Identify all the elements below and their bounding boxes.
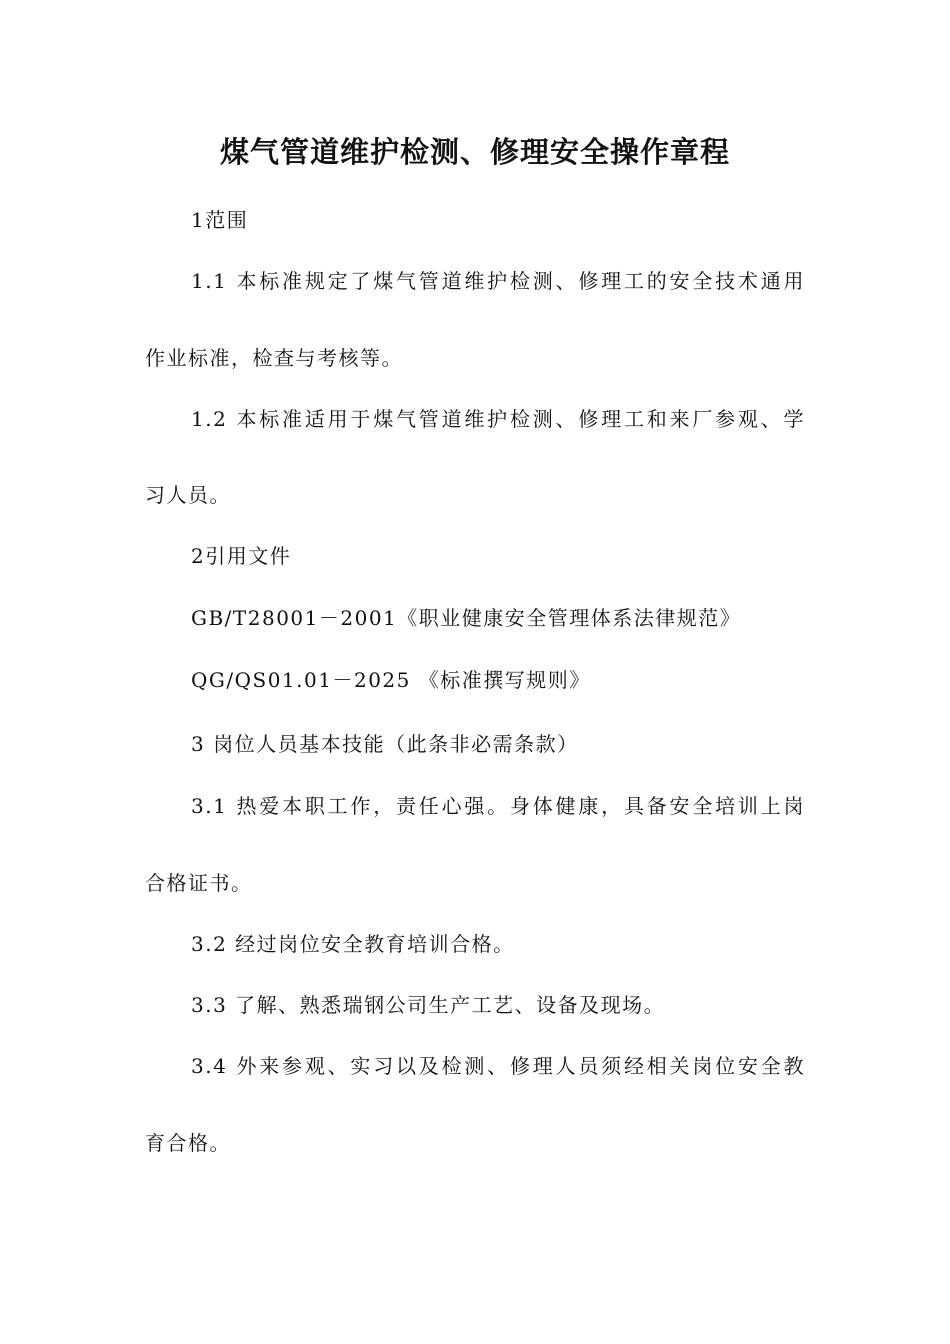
section-heading-skills: 3 岗位人员基本技能（此条非必需条款） — [191, 732, 579, 756]
reference-gb-t28001: GB/T28001－2001《职业健康安全管理体系法律规范》 — [191, 606, 742, 630]
paragraph-3-3: 3.3 了解、熟悉瑞钢公司生产工艺、设备及现场。 — [191, 993, 666, 1017]
reference-qg-qs01: QG/QS01.01－2025 《标准撰写规则》 — [191, 668, 591, 692]
paragraph-1-1-line-2: 作业标准，检查与考核等。 — [145, 346, 403, 370]
paragraph-3-2: 3.2 经过岗位安全教育培训合格。 — [191, 932, 515, 956]
section-heading-references: 2引用文件 — [191, 544, 292, 568]
document-title: 煤气管道维护检测、修理安全操作章程 — [219, 135, 730, 169]
section-heading-scope: 1范围 — [191, 208, 249, 232]
paragraph-3-1-line-2: 合格证书。 — [145, 871, 253, 895]
paragraph-1-2-line-2: 习人员。 — [145, 483, 231, 507]
paragraph-1-1-line-1: 1.1 本标准规定了煤气管道维护检测、修理工的安全技术通用 — [191, 269, 805, 293]
paragraph-1-2-line-1: 1.2 本标准适用于煤气管道维护检测、修理工和来厂参观、学 — [191, 407, 805, 431]
paragraph-3-1-line-1: 3.1 热爱本职工作，责任心强。身体健康，具备安全培训上岗 — [191, 794, 805, 818]
paragraph-3-4-line-1: 3.4 外来参观、实习以及检测、修理人员须经相关岗位安全教 — [191, 1054, 805, 1078]
paragraph-3-4-line-2: 育合格。 — [145, 1131, 231, 1155]
